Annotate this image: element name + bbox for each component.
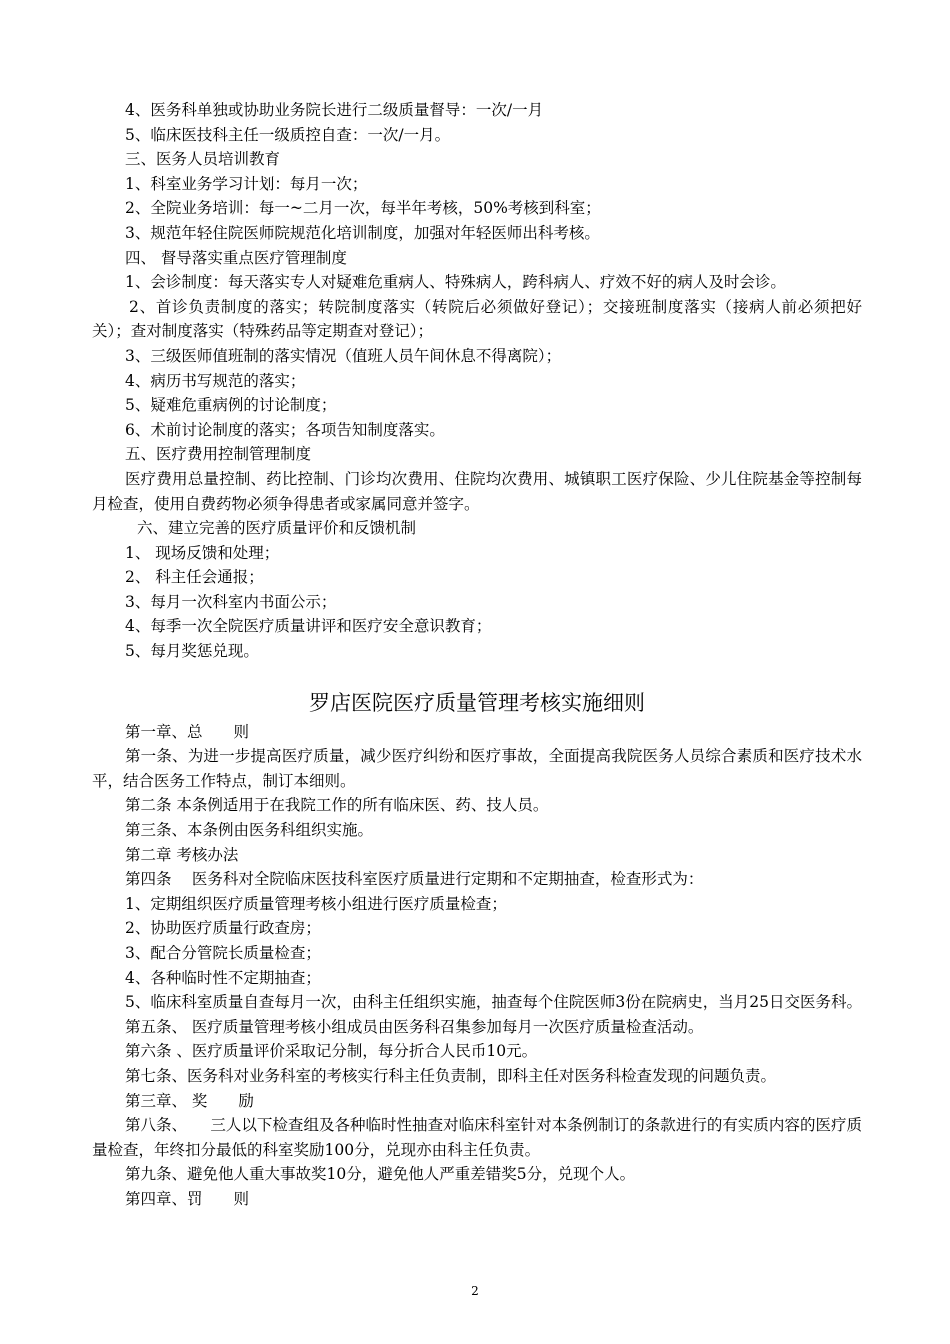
text-line: 5、临床医技科主任一级质控自查：一次/一月。 xyxy=(125,125,451,144)
text-line: 5、每月奖惩兑现。 xyxy=(125,642,259,661)
text-line: 4、每季一次全院医疗质量讲评和医疗安全意识教育； xyxy=(125,617,492,636)
text-line: 4、病历书写规范的落实； xyxy=(125,371,306,390)
text-line: 3、三级医师值班制的落实情况（值班人员午间休息不得离院）； xyxy=(125,346,562,365)
text-line: 3、规范年轻住院医师院规范化培训制度，加强对年轻医师出科考核。 xyxy=(125,223,600,242)
section-heading: 六、建立完善的医疗质量评价和反馈机制 xyxy=(137,519,417,538)
text-line: 第三条、本条例由医务科组织实施。 xyxy=(125,821,374,840)
text-line: 第六条 、医疗质量评价采取记分制，每分折合人民币10元。 xyxy=(125,1042,538,1061)
text-paragraph: 2、首诊负责制度的落实；转院制度落实（转院后必须做好登记）；交接班制度落实（接病人前必须把好关）；查对制度落实（特殊药品等定期查对登记）； xyxy=(92,297,862,341)
text-line: 2、协助医疗质量行政查房； xyxy=(125,919,321,938)
text-line: 5、疑难危重病例的讨论制度； xyxy=(125,396,337,415)
section-heading: 三、医务人员培训教育 xyxy=(125,150,281,169)
chapter-heading: 第四章、罚 则 xyxy=(125,1189,250,1208)
text-paragraph: 5、临床科室质量自查每月一次，由科主任组织实施，抽查每个住院医师3份在院病史，当月25日交医务科。 xyxy=(125,993,862,1012)
text-line: 第二条 本条例适用于在我院工作的所有临床医、药、技人员。 xyxy=(125,796,549,815)
text-line: 4、医务科单独或协助业务院长进行二级质量督导：一次/一月 xyxy=(125,101,544,119)
text-paragraph: 医疗费用总量控制、药比控制、门诊均次费用、住院均次费用、城镇职工医疗保险、少儿住院基金等控制每月检查，使用自费药物必须争得患者或家属同意并签字。 xyxy=(92,469,862,513)
text-line: 1、 现场反馈和处理； xyxy=(125,543,280,562)
text-line: 6、术前讨论制度的落实；各项告知制度落实。 xyxy=(125,420,445,439)
text-line: 第五条、 医疗质量管理考核小组成员由医务科召集参加每月一次医疗质量检查活动。 xyxy=(125,1017,704,1036)
text-line: 第九条、避免他人重大事故奖10分，避免他人严重差错奖5分，兑现个人。 xyxy=(125,1165,636,1184)
text-line: 2、全院业务培训：每一~二月一次，每半年考核，50%考核到科室； xyxy=(125,199,601,218)
chapter-heading: 第三章、 奖 励 xyxy=(125,1091,254,1110)
document-title: 罗店医院医疗质量管理考核实施细则 xyxy=(309,690,645,715)
chapter-heading: 第一章、总 则 xyxy=(125,722,250,741)
text-line: 第四条 医务科对全院临床医技科室医疗质量进行定期和不定期抽查，检查形式为： xyxy=(125,870,704,889)
section-heading: 五、医疗费用控制管理制度 xyxy=(125,445,312,464)
text-line: 1、定期组织医疗质量管理考核小组进行医疗质量检查； xyxy=(125,894,507,913)
text-line: 3、每月一次科室内书面公示； xyxy=(125,592,337,611)
text-line: 第七条、医务科对业务科室的考核实行科主任负责制，即科主任对医务科检查发现的问题负责。 xyxy=(125,1066,777,1085)
text-paragraph: 第一条、为进一步提高医疗质量，减少医疗纠纷和医疗事故，全面提高我院医务人员综合素质和医疗技术水平，结合医务工作特点，制订本细则。 xyxy=(92,747,862,790)
text-line: 3、配合分管院长质量检查； xyxy=(125,944,321,962)
page-number: 2 xyxy=(471,1284,479,1298)
text-paragraph: 第八条、 三人以下检查组及各种临时性抽查对临床科室针对本条例制订的条款进行的有实质内容的医疗质量检查，年终扣分最低的科室奖励100分，兑现亦由科主任负责。 xyxy=(92,1116,862,1159)
section-heading: 四、 督导落实重点医疗管理制度 xyxy=(125,248,347,267)
text-line: 2、 科主任会通报； xyxy=(125,568,264,587)
chapter-heading: 第二章 考核办法 xyxy=(125,845,239,864)
text-line: 1、科室业务学习计划：每月一次； xyxy=(125,174,368,193)
text-line: 1、会诊制度：每天落实专人对疑难危重病人、特殊病人，跨科病人、疗效不好的病人及时会诊。 xyxy=(125,273,786,292)
text-line: 4、各种临时性不定期抽查； xyxy=(125,968,321,987)
document-body xyxy=(92,98,862,1212)
